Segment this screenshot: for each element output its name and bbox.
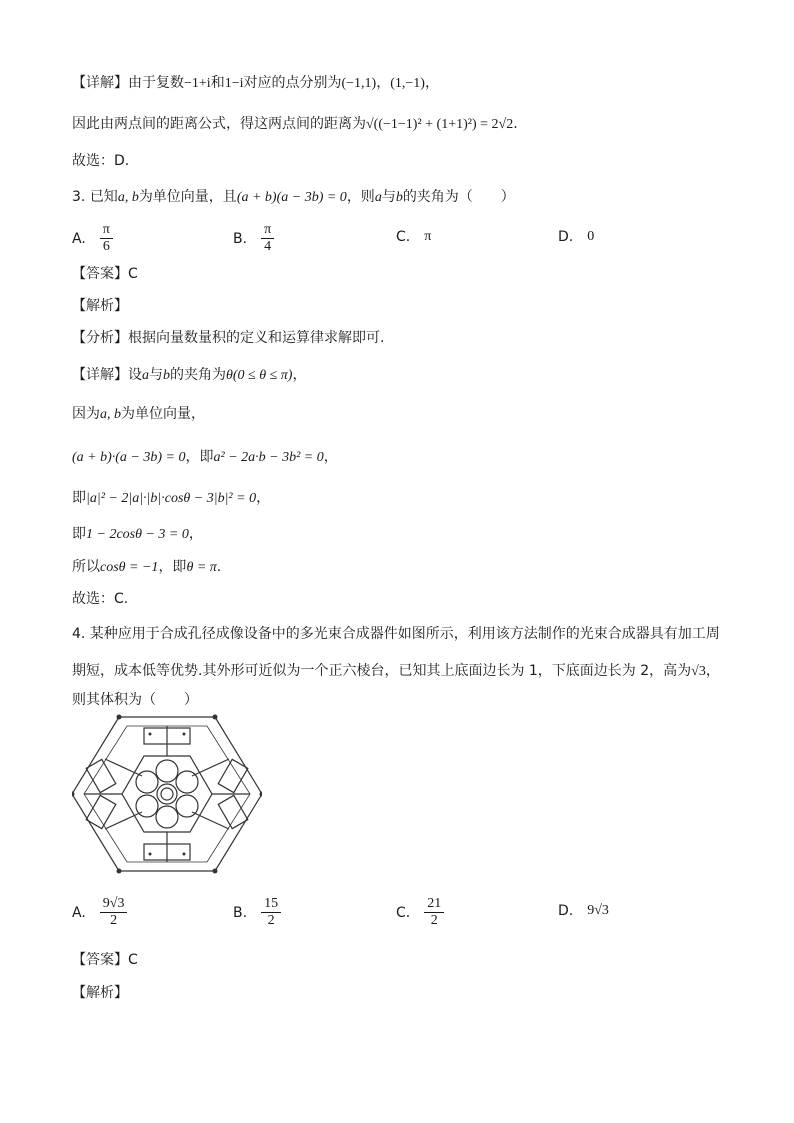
expr: a² − 2a·b − 3b² = 0: [213, 450, 324, 465]
vec-b: b: [395, 190, 403, 205]
text: 已知: [89, 189, 118, 205]
numerator: 9√3: [100, 896, 128, 913]
detail-label: 【详解】由于复数: [72, 75, 184, 91]
condition-expr: (a + b)(a − 3b) = 0: [236, 190, 347, 205]
text: 所以: [72, 559, 100, 575]
sep: ，: [376, 75, 391, 91]
option-label: C.: [396, 229, 411, 245]
q4-analysis-heading: 【解析】: [72, 985, 128, 1001]
text: ，即: [158, 559, 187, 575]
vectors: a, b: [100, 407, 121, 422]
fraction: [424, 896, 444, 929]
option-label: C.: [396, 904, 411, 921]
height-expr: √3: [691, 664, 706, 679]
expr: 1 − 2cosθ − 3 = 0: [86, 527, 189, 542]
punct: .: [513, 116, 518, 132]
q4-option-b: [233, 896, 281, 929]
text: 与: [149, 367, 163, 383]
text: 期短，成本低等优势.其外形可近似为一个正六棱台，已知其上底面边长为 1，下底面边长为 2，高为: [72, 663, 692, 679]
punct: .: [216, 559, 222, 575]
text: ，则: [346, 189, 375, 205]
option-label: A.: [72, 230, 86, 247]
q3-step-1: [72, 365, 306, 386]
denominator: 4: [264, 239, 272, 254]
q3-step-5: [72, 524, 203, 545]
denominator: 2: [110, 913, 118, 928]
text: 为单位向量，: [121, 406, 205, 422]
q3-analysis-heading: 【解析】: [72, 298, 128, 314]
detail-line-2: [72, 114, 518, 135]
text: 即: [72, 490, 86, 506]
question-4-line-2: [72, 661, 720, 682]
fraction: [100, 222, 113, 255]
question-4-line-1: 4. 某种应用于合成孔径成像设备中的多光束合成器件如图所示，利用该方法制作的光束合成器具有加工周: [72, 626, 720, 642]
vec-a: a: [142, 368, 149, 383]
complex-b: 1−i: [224, 76, 244, 91]
text: 即: [72, 526, 86, 542]
question-number: 3.: [72, 189, 86, 205]
denominator: 2: [430, 913, 438, 928]
text: 【详解】设: [72, 367, 142, 383]
distance-expr: √((−1−1)² + (1+1)²) = 2√2: [366, 117, 514, 132]
q3-fenxi: 【分析】根据向量数量积的定义和运算律求解即可.: [72, 330, 385, 346]
option-label: B.: [233, 230, 248, 247]
choose-line-1: 故选：D.: [72, 153, 130, 169]
fraction: [261, 896, 281, 929]
point-2: (1,−1): [390, 76, 425, 91]
denominator: 2: [267, 913, 275, 928]
q3-option-d: [558, 229, 594, 245]
q3-answer: 【答案】C: [72, 266, 138, 282]
q3-step-6: [72, 557, 221, 578]
beam-combiner-figure: [72, 714, 262, 874]
punct: ，: [188, 526, 203, 542]
conj: 和: [210, 75, 225, 91]
detail-line-1: [72, 73, 439, 94]
option-label: B.: [233, 904, 248, 921]
q4-answer: 【答案】C: [72, 952, 138, 968]
q3-choose: 故选：C.: [72, 591, 129, 607]
expr: (a + b)·(a − 3b) = 0: [72, 450, 186, 465]
text: 的夹角为: [170, 367, 226, 383]
punct: ，: [705, 663, 720, 679]
question-4-line-3: 则其体积为（ ）: [72, 692, 198, 708]
text: 与: [381, 189, 396, 205]
denominator: 6: [102, 239, 110, 254]
punct: ，: [256, 490, 271, 506]
numerator: π: [261, 222, 274, 239]
expr: |a|² − 2|a|·|b|·cosθ − 3|b|² = 0: [86, 491, 257, 506]
q3-step-2: [72, 404, 205, 425]
fraction: [261, 222, 274, 255]
angle-range: θ(0 ≤ θ ≤ π): [226, 368, 293, 383]
complex-a: −1+i: [184, 76, 211, 91]
numerator: π: [100, 222, 113, 239]
q4-option-c: [396, 896, 444, 929]
text: 为单位向量，且: [138, 189, 237, 205]
text: ，即: [185, 449, 214, 465]
option-label: D.: [558, 903, 574, 919]
option-label: A.: [72, 904, 86, 921]
q3-option-b: [233, 222, 274, 255]
option-label: D.: [558, 229, 574, 245]
punct: ，: [323, 449, 338, 465]
vectors: a, b: [117, 190, 139, 205]
expr: θ = π: [186, 560, 217, 575]
numerator: 15: [261, 896, 281, 913]
q3-option-c: [396, 229, 431, 245]
text: 因为: [72, 406, 100, 422]
q3-step-3: [72, 447, 338, 468]
q3-option-a: [72, 222, 113, 255]
text: 的夹角为（ ）: [402, 189, 515, 205]
q4-option-d: [558, 903, 609, 919]
numerator: 21: [424, 896, 444, 913]
text-mid: 对应的点分别为: [243, 75, 342, 91]
q3-step-4: [72, 488, 270, 509]
option-value: 9√3: [587, 903, 609, 918]
vec-b: b: [163, 368, 170, 383]
option-value: 0: [587, 229, 595, 244]
text: 因此由两点间的距离公式，得这两点间的距离为: [72, 116, 366, 132]
q4-option-a: [72, 896, 127, 929]
punct: ，: [424, 75, 439, 91]
punct: ，: [292, 367, 307, 383]
vec-a: a: [374, 190, 382, 205]
option-value: π: [424, 229, 432, 244]
question-3: [72, 187, 515, 208]
center-hexagon: [122, 756, 212, 832]
point-1: (−1,1): [341, 76, 377, 91]
fraction: [100, 896, 128, 929]
expr: cosθ = −1: [100, 560, 159, 575]
